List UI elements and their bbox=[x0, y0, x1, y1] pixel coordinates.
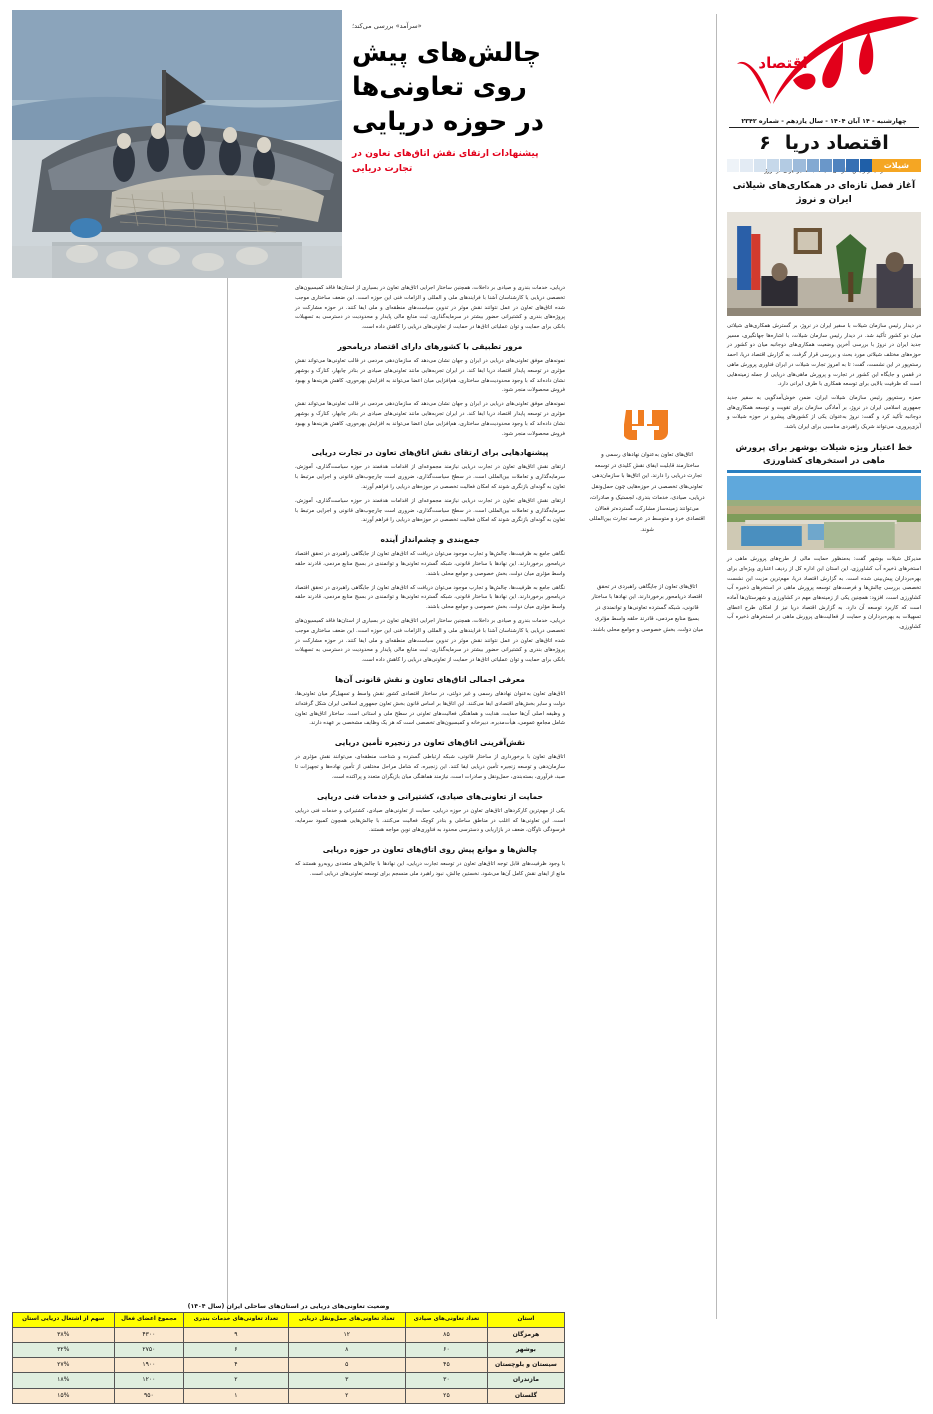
cell-transport: ۵ bbox=[288, 1358, 406, 1373]
lead-subhead: پیشنهادات ارتقای نقش اتاق‌های تعاون در تجارت دریایی bbox=[352, 149, 539, 174]
cell-fishing: ۴۵ bbox=[406, 1358, 488, 1373]
table-row bbox=[13, 1358, 565, 1373]
right-column bbox=[717, 0, 933, 1333]
cell-province: هرمزگان bbox=[487, 1327, 564, 1342]
logo-icon bbox=[731, 6, 923, 110]
cell-fishing: ۶۰ bbox=[406, 1342, 488, 1357]
cell-share: ۱۵% bbox=[13, 1388, 115, 1403]
main-text-columns bbox=[0, 278, 577, 1298]
section-text-2: ارتقای نقش اتاق‌های تعاون در تجارت دریایی نیازمند مجموعه‌ای از اقدامات هدفمند در حوزه سیاست‌گذاری، آموزش، سرمایه‌گذاری و تعاملات بین‌المللی است. در سطح سیاست‌گذاری، ضروری است چارچوب‌های قانونی و اجرایی مرتبط با تعاون به گونه‌ای بازنگری شوند که امکان فعالیت تخصصی در حوزه‌های دریایی را فراهم آورند. bbox=[295, 464, 565, 491]
right-story1-photo bbox=[727, 212, 921, 316]
lead-headline-line2: در حوزه دریایی bbox=[352, 106, 544, 137]
mid-section-heading-4: چالش‌ها و موانع پیش روی اتاق‌های تعاون در حوزه دریایی bbox=[322, 845, 538, 855]
table-body bbox=[13, 1327, 565, 1403]
col-province: استان bbox=[487, 1313, 564, 1328]
pullquote-1-text: اتاق‌های تعاون به‌عنوان نهادهای رسمی و ساختارمند قابلیت ایفای نقش کلیدی در توسعه تجارت دریایی را دارند. این اتاق‌ها با سازمان‌دهی تعاونی‌های تخصصی در حوزه‌هایی چون حمل‌ونقل دریایی، صیادی، خدمات بندری، لجستیک و صادرات، می‌توانند زمینه‌ساز مشارکت گسترده‌تر فعالان اقتصادی خرد و متوسط در عرصه تجارت بین‌المللی شوند. bbox=[589, 452, 705, 534]
col-transport-coops: تعداد تعاونی‌های حمل‌ونقل دریایی bbox=[288, 1313, 406, 1328]
cell-members: ۴۳۰۰ bbox=[114, 1327, 184, 1342]
cell-fishing: ۸۵ bbox=[406, 1327, 488, 1342]
cell-port: ۹ bbox=[184, 1327, 288, 1342]
lead-headline bbox=[352, 36, 565, 139]
lead-headline-block bbox=[352, 10, 565, 278]
cell-share: ۲۷% bbox=[13, 1358, 115, 1373]
cell-transport: ۸ bbox=[288, 1342, 406, 1357]
table-header-row bbox=[13, 1313, 565, 1328]
right-story1-headline: آغاز فصل تازه‌ای در همکاری‌های شیلاتی ایران و نروژ bbox=[732, 179, 916, 205]
col-employment-share: سهم از اشتغال دریایی استان bbox=[13, 1313, 115, 1328]
right-story2-body bbox=[727, 555, 921, 633]
section-text-3c: دریایی، خدمات بندری و صیادی بر داخلات، همچنین ساختار اجرایی اتاق‌های تعاون در بسیاری از استان‌ها فاقد کمیسیون‌های تخصصی دریایی یا کارشناسان آشنا با فرایندهای ملی و المللی و الزامات فنی این حوزه است. این ضعف ساختاری موجب شده اتاق‌های تعاون در عمل نتوانند نقش موثر در تدوین سیاست‌های منطقه‌ای و ملی ایفا کنند. در حوزه مشارکت در پروژه‌های بندری و کشتیرانی حضور بیشتر در سرمایه‌گذاری، ثبت منابع مالی پایدار و محدودیت در دسترسی به تسهیلات بانکی برای حمایت و توان عملیاتی اتاق‌ها در حمایت از تعاونی‌های دریایی را کاهش داده است. bbox=[295, 618, 565, 664]
col-port-service-coops: تعداد تعاونی‌های خدمات بندری bbox=[184, 1313, 288, 1328]
cell-transport: ۲ bbox=[288, 1388, 406, 1403]
cell-port: ۲ bbox=[184, 1373, 288, 1388]
table-title: وضعیت تعاونی‌های دریایی در استان‌های ساحلی ایران (سال ۱۴۰۴) bbox=[187, 1303, 390, 1310]
mid-section-text-3: یکی از مهم‌ترین کارکردهای اتاق‌های تعاون در حوزه دریایی، حمایت از تعاونی‌های صیادی، کشتیرانی و خدمات فنی دریایی است. این تعاونی‌ها که اغلب در مناطق ساحلی و بنادر کوچک فعالیت می‌کنند، با چالش‌هایی همچون کمبود سرمایه، فرسودگی ناوگان، ضعف در بازاریابی و دسترسی محدود به فناوری‌های نوین مواجه هستند. bbox=[295, 807, 565, 834]
cell-port: ۶ bbox=[184, 1342, 288, 1357]
section-heading-3: جمع‌بندی و چشم‌انداز آینده bbox=[380, 535, 480, 545]
cell-share: ۳۲% bbox=[13, 1342, 115, 1357]
cell-port: ۱ bbox=[184, 1388, 288, 1403]
mid-section-heading-3: حمایت از تعاونی‌های صیادی، کشتیرانی و خدمات فنی دریایی bbox=[316, 791, 543, 801]
cell-province: مازندران bbox=[487, 1373, 564, 1388]
mid-section-heading-2: نقش‌آفرینی اتاق‌های تعاون در زنجیره تأمین دریایی bbox=[334, 738, 526, 748]
pullquote-column bbox=[577, 0, 717, 1333]
right-story1-para1: در دیدار رئیس سازمان شیلات با سفیر ایران در نروژ، بر گسترش همکاری‌های شیلاتی میان دو کشور تأکید شد. در دیدار رئیس سازمان شیلات، با اشاره‌ها جهانگیری، مسیر جدید ایران در نروژ با بررسی آخرین وضعیت همکاری‌های دوجانبه میان دو کشور در حوزه‌های مختلف شیلاتی مورد بحث و بررسی قرار گرفت. به گزارش اقتصاد دریا، احمد رستم‌پور در این نشست، گفت: تا به امروز تجارت شیلات در ایران فناوری پرورش ماهی در قفس و جایگاه این کشور در تجارت و پرورش ماهی‌های دریایی از جمله زمینه‌هایی است که ظرفیت بالایی برای توسعه همکاری با طرف ایرانی دارد. bbox=[727, 323, 921, 388]
cell-province: بوشهر bbox=[487, 1342, 564, 1357]
lead-paragraph-wrap bbox=[295, 284, 565, 333]
masthead bbox=[727, 10, 921, 170]
right-story2-para1: مدیرکل شیلات بوشهر گفت: به‌منظور حمایت مالی از طرح‌های پرورش ماهی در استخرهای ذخیره آب کشاورزی، این استان این اداره کل از ردیف اعتباری ویژه‌ای برای بهره‌برداران پیش‌بینی شده است. به گزارش اقتصاد دریا، مهم‌ترین مزیت این نشست تخصصی بررسی چالش‌ها و فرصت‌های توسعه پرورش ماهی در استخرهای ذخیره آب کشاورزی است، افزود: همچنین یکی از زمینه‌های مهم در کشاورزی و شهرستان‌ها آماده است که کاربرد توسعه آن دارد. به گزارش اقتصاد دریا نیز از امکان طرح اعطای تسهیلات به بهره‌برداران و حمایت از فعالیت‌های پرورش ماهی در استخرهای ذخیره آب کشاورزی. bbox=[727, 556, 921, 631]
section-text-1: نمونه‌های موفق تعاونی‌های دریایی در ایران و جهان نشان می‌دهد که سازمان‌دهی مردمی در قالب تعاونی‌ها می‌تواند نقش مؤثری در توسعه پایدار اقتصاد دریا ایفا کند. در ایران تجربه‌هایی مانند تعاونی‌های صیادی در بنادر چابهار، کنارک و بوشهر نشان داده‌اند که با وجود محدودیت‌های ساختاری، هم‌افزایی میان اعضا می‌تواند به افزایش بهره‌وری، کاهش هزینه‌ها و بهبود فروش محصولات منجر شود. bbox=[295, 358, 565, 394]
cell-members: ۹۵۰ bbox=[114, 1388, 184, 1403]
blue-divider bbox=[727, 470, 921, 473]
lead-intro: دریایی، خدمات بندری و صیادی بر داخلات، همچنین ساختار اجرایی اتاق‌های تعاون در بسیاری از استان‌ها فاقد کمیسیون‌های تخصصی دریایی یا کارشناسان آشنا با فرایندهای ملی و المللی و الزامات فنی این حوزه است. این ضعف ساختاری موجب شده اتاق‌های تعاون در عمل نتوانند نقش موثر در تدوین سیاست‌های منطقه‌ای و ملی ایفا کنند. در حوزه مشارکت در پروژه‌های بندری و کشتیرانی حضور بیشتر در سرمایه‌گذاری، ثبت منابع مالی پایدار و محدودیت در دسترسی به تسهیلات بانکی برای حمایت و توان عملیاتی اتاق‌ها در حمایت از تعاونی‌های دریایی را کاهش داده است. bbox=[295, 285, 565, 331]
cell-share: ۱۸% bbox=[13, 1373, 115, 1388]
mid-section-heading-1: معرفی اجمالی اتاق‌های تعاون و نقش قانونی آن‌ها bbox=[335, 675, 525, 685]
table-row bbox=[13, 1342, 565, 1357]
table-row bbox=[13, 1388, 565, 1403]
lead-kicker: «سرآمد» بررسی می‌کند؛ bbox=[352, 22, 422, 30]
cell-share: ۳۸% bbox=[13, 1327, 115, 1342]
gradient-bars bbox=[727, 159, 872, 172]
mid-section-text-4: با وجود ظرفیت‌های قابل توجه اتاق‌های تعاون در توسعه تجارت دریایی، این نهادها با چالش‌های متعددی روبه‌رو هستند که مانع از ایفای نقش کامل آن‌ها می‌شود. نخستین چالش، نبود راهبرد ملی منسجم برای توسعه تعاونی‌های دریایی است. bbox=[295, 861, 565, 877]
section-text-1b: نمونه‌های موفق تعاونی‌های دریایی در ایران و جهان نشان می‌دهد که سازمان‌دهی مردمی در قالب تعاونی‌ها می‌تواند نقش مؤثری در توسعه پایدار اقتصاد دریا ایفا کند. در ایران تجربه‌هایی مانند تعاونی‌های صیادی در بنادر چابهار، کنارک و بوشهر نشان داده‌اند که با وجود محدودیت‌های ساختاری، هم‌افزایی میان اعضا می‌تواند به افزایش بهره‌وری، کاهش هزینه‌ها و بهبود فروش محصولات منجر شود. bbox=[295, 401, 565, 437]
cell-members: ۱۹۰۰ bbox=[114, 1358, 184, 1373]
cell-province: سیستان و بلوچستان bbox=[487, 1358, 564, 1373]
quote-icon bbox=[624, 408, 670, 442]
right-story2-photo bbox=[727, 476, 921, 550]
section-heading-2: پیشنهادهایی برای ارتقای نقش اتاق‌های تعاون در تجارت دریایی bbox=[311, 448, 549, 458]
table-row bbox=[13, 1327, 565, 1342]
cell-transport: ۳ bbox=[288, 1373, 406, 1388]
table-row bbox=[13, 1373, 565, 1388]
section-tag: شیلات bbox=[872, 159, 921, 172]
section-tag-row bbox=[727, 159, 921, 172]
right-story2-headline: خط اعتبار ویژه شیلات بوشهر برای پرورش ماهی در استخرهای کشاورزی bbox=[735, 441, 913, 465]
pullquote-2-text: اتاق‌های تعاون از جایگاهی راهبردی در تحقق اقتصاد دریامحور برخوردارند. این نهادها با ساختار قانونی، شبکه گسترده تعاونی‌ها و توانمندی در بسیج منابع مردمی، قادرند حلقه واسط مؤثری میان دولت، بخش خصوصی و جوامع محلی باشند. bbox=[590, 583, 704, 633]
lead-headline-line1: چالش‌های پیش روی تعاونی‌ها bbox=[352, 38, 542, 103]
cell-fishing: ۳۰ bbox=[406, 1373, 488, 1388]
col-active-members: مجموع اعضای فعال bbox=[114, 1313, 184, 1328]
lead-photo bbox=[12, 10, 342, 278]
mid-section-text-1: اتاق‌های تعاون به‌عنوان نهادهای رسمی و غیر دولتی، در ساختار اقتصادی کشور نقش واسط و تسهیل‌گر میان تعاونی‌ها، دولت و سایر بخش‌های اقتصادی ایفا می‌کنند. این اتاق‌ها بر اساس قانون بخش تعاون جمهوری اسلامی ایران شکل گرفته‌اند و وظیفه اصلی آن‌ها حمایت، هدایت و هماهنگی فعالیت‌های تعاونی در سطح ملی و استانی است. ساختار اتاق‌های تعاون شامل مجامع عمومی، هیأت‌مدیره، دبیرخانه و کمیسیون‌های تخصصی است که هر یک وظایف مشخصی بر عهده دارند. bbox=[295, 691, 565, 727]
cell-province: گلستان bbox=[487, 1388, 564, 1403]
logo-wordmark: اقتصاد bbox=[758, 54, 808, 72]
section-text-2b: ارتقای نقش اتاق‌های تعاون در تجارت دریایی نیازمند مجموعه‌ای از اقدامات هدفمند در حوزه سیاست‌گذاری، آموزش، سرمایه‌گذاری و تعاملات بین‌المللی است. در سطح سیاست‌گذاری، ضروری است چارچوب‌های قانونی و اجرایی مرتبط با تعاون به گونه‌ای بازنگری شوند که امکان فعالیت تخصصی در حوزه‌های دریایی را فراهم آورند. bbox=[295, 497, 565, 524]
right-story1-para2: حمزه رستم‌پور رئیس سازمان شیلات ایران، ضمن خوش‌آمدگویی به سفیر جدید جمهوری اسلامی ایران در نروژ، بر آمادگی سازمان برای تقویت و توسعه همکاری‌های دوجانبه تأکید کرد و گفت: نروژ به‌عنوان یکی از کشورهای پیشرو در حوزه شیلات و آبزی‌پروری، می‌تواند شریک راهبردی مناسبی برای ایران باشد. bbox=[727, 395, 921, 431]
lead-top bbox=[0, 0, 577, 278]
section-text-3: نگاهی جامع به ظرفیت‌ها، چالش‌ها و تجارب موجود می‌توان دریافت که اتاق‌های تعاون از جایگاهی راهبردی در تحقق اقتصاد دریامحور برخوردارند. این نهادها با ساختار قانونی، شبکه گسترده تعاونی‌ها و توانمندی در بسیج منابع مردمی، قادرند حلقه واسط مؤثری میان دولت، بخش خصوصی و جوامع محلی باشند. bbox=[295, 551, 565, 577]
dateline: چهارشنبه - ۱۴ آبان ۱۴۰۴ - سال یازدهم - شماره ۲۳۴۲ bbox=[729, 118, 919, 128]
section-text-3b: نگاهی جامع به ظرفیت‌ها، چالش‌ها و تجارب موجود می‌توان دریافت که اتاق‌های تعاون از جایگاهی راهبردی در تحقق اقتصاد دریامحور برخوردارند. این نهادها با ساختار قانونی، شبکه گسترده تعاونی‌ها و توانمندی در بسیج منابع مردمی، قادرند حلقه واسط مؤثری میان دولت، بخش خصوصی و جوامع محلی باشند. bbox=[295, 584, 565, 611]
cell-port: ۴ bbox=[184, 1358, 288, 1373]
cell-members: ۲۷۵۰ bbox=[114, 1342, 184, 1357]
right-story1-body bbox=[727, 322, 921, 433]
mid-section-text-2: اتاق‌های تعاون با برخورداری از ساختار قانونی، شبکه ارتباطی گسترده و شناخت منطقه‌ای، می‌توانند نقش مؤثری در سازمان‌دهی و توسعه زنجیره تأمین دریایی ایفا کنند. این زنجیره، که شامل مراحل مختلفی از تأمین نهاده‌ها و تجهیزات تا صید، فرآوری، بسته‌بندی، حمل‌ونقل و صادرات است، نیازمند هماهنگی میان بازیگران متعدد و پراکنده است. bbox=[295, 754, 565, 780]
cell-transport: ۱۲ bbox=[288, 1327, 406, 1342]
page-number: ۶ bbox=[759, 132, 771, 154]
stats-table bbox=[12, 1312, 565, 1404]
cell-fishing: ۲۵ bbox=[406, 1388, 488, 1403]
pullquote-2 bbox=[577, 582, 717, 636]
pullquote-1 bbox=[577, 408, 717, 536]
section-row bbox=[727, 132, 921, 154]
stats-table-wrap bbox=[0, 1303, 577, 1414]
newspaper-logo bbox=[727, 10, 921, 118]
col-fishing-coops: تعداد تعاونی‌های صیادی bbox=[406, 1313, 488, 1328]
section-title: اقتصاد دریا bbox=[784, 132, 889, 154]
cell-members: ۱۲۰۰ bbox=[114, 1373, 184, 1388]
section-heading-1: مرور تطبیقی با کشورهای دارای اقتصاد دریامحور bbox=[337, 341, 523, 351]
